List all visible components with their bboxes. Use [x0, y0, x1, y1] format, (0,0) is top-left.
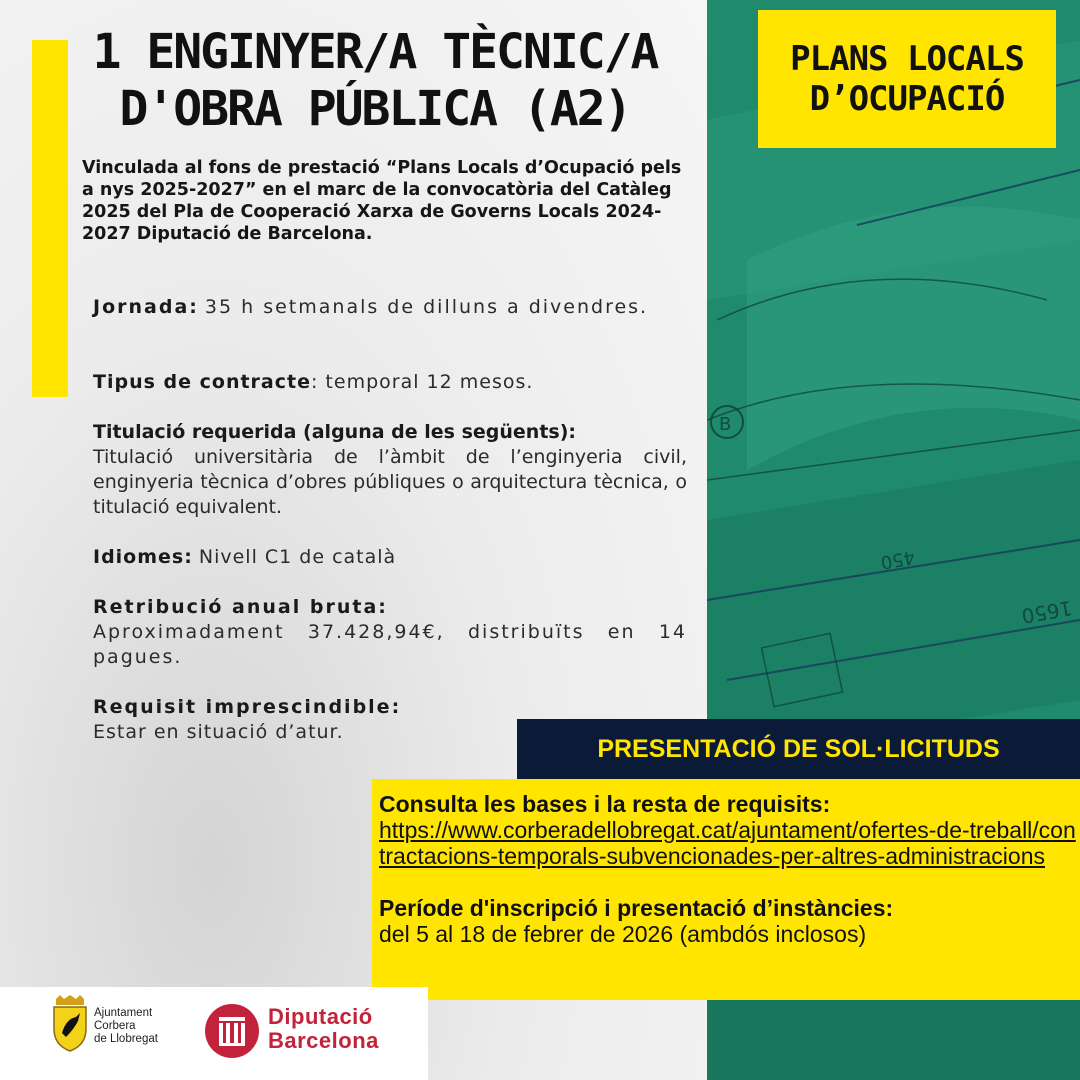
detail-jornada — [93, 295, 687, 320]
title-line-2: D'OBRA PÚBLICA (A2) — [119, 81, 631, 137]
contracte-value: : temporal 12 mesos. — [310, 371, 534, 393]
page-title — [80, 24, 670, 138]
presentacio-header — [517, 719, 1080, 779]
retribucio-value: Aproximadament 37.428,94€, distribuïts en 14 pagues. — [93, 621, 687, 668]
plans-badge-line-1: PLANS LOCALS — [790, 39, 1024, 79]
logo-footer — [0, 987, 428, 1080]
detail-titulacio — [93, 420, 687, 520]
corbera-line-1: Ajuntament — [94, 1007, 153, 1019]
bases-link[interactable]: https://www.corberadellobregat.cat/ajuntament/ofertes-de-treball/contractacions-temporals-subvencionades-per-altres-administracions — [379, 817, 1076, 869]
title-line-1: 1 ENGINYER/A TÈCNIC/A — [92, 24, 658, 80]
plans-badge-line-2: D’OCUPACIÓ — [809, 79, 1005, 119]
consulta-label: Consulta les bases i la resta de requisits: — [379, 791, 831, 817]
titulacio-value: Titulació universitària de l’àmbit de l’enginyeria civil, enginyeria tècnica d’obres públiques o arquitectura tècnica, o titulació equivalent. — [93, 446, 687, 518]
detail-idiomes — [93, 545, 687, 570]
detail-contracte — [93, 370, 687, 395]
svg-text:1650: 1650 — [1019, 595, 1075, 629]
svg-text:B: B — [719, 414, 732, 435]
logo-diputacio — [204, 1003, 424, 1059]
idiomes-label: Idiomes: — [93, 546, 193, 568]
corbera-line-2: Corbera — [94, 1020, 136, 1032]
diputacio-line-1: Diputació — [268, 1004, 373, 1029]
presentacio-box — [372, 779, 1080, 1000]
retribucio-label: Retribució anual bruta: — [93, 596, 388, 618]
periode-label: Període d'inscripció i presentació d’instàncies: — [379, 895, 894, 921]
requisit-label: Requisit imprescindible: — [93, 696, 402, 718]
plans-locals-badge — [758, 10, 1056, 148]
yellow-accent-bar — [32, 40, 68, 397]
contracte-label: Tipus de contracte — [93, 371, 311, 393]
detail-retribucio — [93, 595, 687, 670]
requisit-value: Estar en situació d’atur. — [93, 721, 344, 743]
svg-text:450: 450 — [878, 546, 917, 573]
logo-corbera — [50, 995, 180, 1061]
diputacio-emblem-icon — [204, 1003, 260, 1059]
periode-value: del 5 al 18 de febrer de 2026 (ambdós inclosos) — [379, 921, 867, 947]
corbera-line-3: de Llobregat — [94, 1033, 158, 1045]
jornada-label: Jornada: — [93, 296, 199, 318]
corbera-shield-icon — [50, 995, 90, 1055]
jornada-value: 35 h setmanals de dilluns a divendres. — [204, 296, 649, 318]
diputacio-line-2: Barcelona — [268, 1028, 379, 1053]
presentacio-header-text: PRESENTACIÓ DE SOL·LICITUDS — [597, 734, 1000, 763]
idiomes-value: Nivell C1 de català — [198, 546, 397, 568]
intro-paragraph: Vinculada al fons de prestació “Plans Locals d’Ocupació pels a nys 2025-2027” en el marc de la convocatòria del Catàleg 2025 del Pla de Cooperació Xarxa de Governs Locals 2024-2027 Diputació de Barcelona. — [82, 158, 682, 244]
titulacio-label: Titulació requerida (alguna de les següents): — [93, 421, 576, 443]
